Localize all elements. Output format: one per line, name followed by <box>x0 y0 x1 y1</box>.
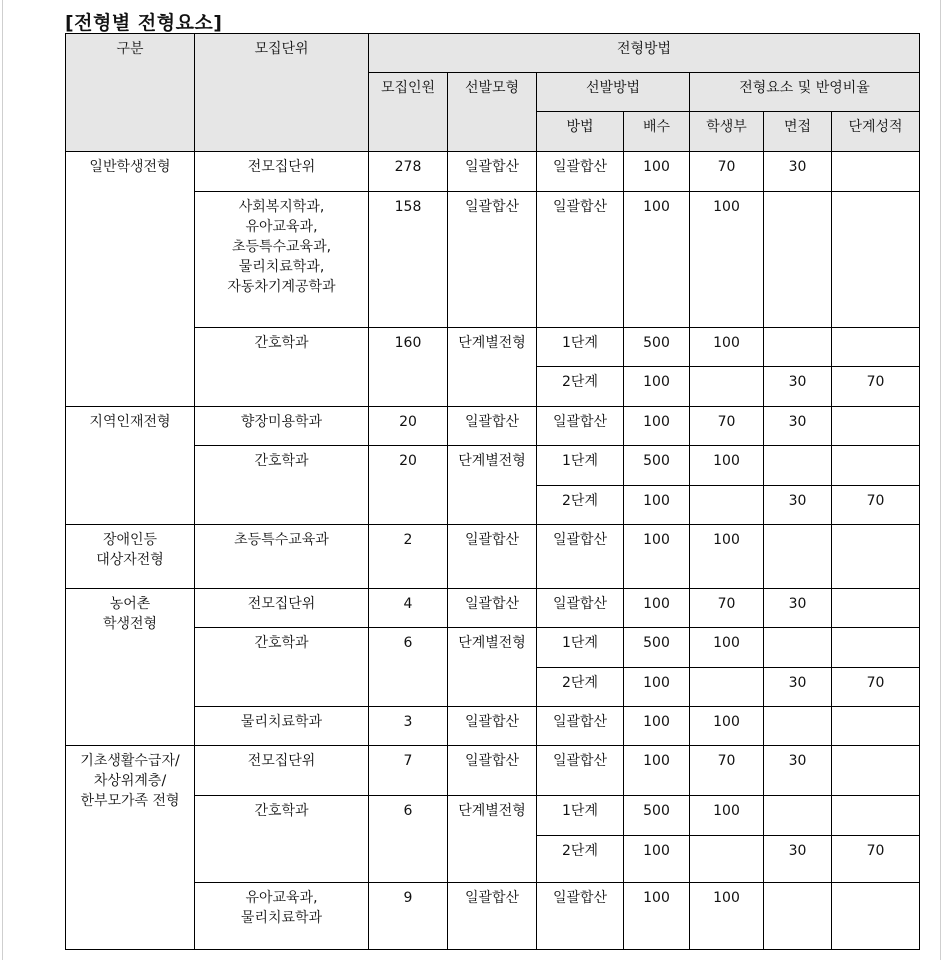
model-cell: 단계별전형 <box>448 628 537 707</box>
table-body <box>66 152 920 950</box>
header-stage-score: 단계성적 <box>832 112 920 152</box>
count-cell: 278 <box>369 152 448 192</box>
category-cell: 일반학생전형 <box>66 152 195 407</box>
header-category: 구분 <box>66 34 195 152</box>
header-method: 방법 <box>537 112 624 152</box>
count-cell: 7 <box>369 746 448 796</box>
header-unit: 모집단위 <box>195 34 369 152</box>
unit-cell: 전모집단위 <box>195 746 369 796</box>
count-cell: 3 <box>369 707 448 746</box>
table-row <box>66 525 920 589</box>
record-cell <box>690 668 764 707</box>
unit-cell: 간호학과 <box>195 628 369 707</box>
method-cell: 2단계 <box>537 668 624 707</box>
model-cell: 일괄합산 <box>448 883 537 950</box>
stage-score-cell <box>832 796 920 836</box>
header-selection: 선발방법 <box>537 73 690 112</box>
interview-cell <box>764 525 832 589</box>
header-interview: 면접 <box>764 112 832 152</box>
table-row <box>66 707 920 746</box>
model-cell: 일괄합산 <box>448 746 537 796</box>
stage-score-cell <box>832 628 920 668</box>
stage-score-cell <box>832 407 920 446</box>
header-method-group: 전형방법 <box>369 34 920 73</box>
record-cell <box>690 486 764 525</box>
record-cell: 100 <box>690 628 764 668</box>
count-cell: 9 <box>369 883 448 950</box>
count-cell: 4 <box>369 589 448 628</box>
record-cell: 100 <box>690 525 764 589</box>
interview-cell: 30 <box>764 367 832 407</box>
category-cell: 장애인등 대상자전형 <box>66 525 195 589</box>
table-row <box>66 446 920 486</box>
method-cell: 일괄합산 <box>537 746 624 796</box>
interview-cell <box>764 192 832 328</box>
table-row <box>66 407 920 446</box>
interview-cell: 30 <box>764 407 832 446</box>
header-model: 선발모형 <box>448 73 537 152</box>
record-cell: 100 <box>690 328 764 367</box>
multiple-cell: 100 <box>624 668 690 707</box>
interview-cell: 30 <box>764 836 832 883</box>
multiple-cell: 100 <box>624 746 690 796</box>
multiple-cell: 500 <box>624 328 690 367</box>
method-cell: 2단계 <box>537 486 624 525</box>
table-row <box>66 192 920 328</box>
record-cell: 70 <box>690 152 764 192</box>
interview-cell <box>764 628 832 668</box>
stage-score-cell <box>832 192 920 328</box>
unit-cell: 사회복지학과, 유아교육과, 초등특수교육과, 물리치료학과, 자동차기계공학과 <box>195 192 369 328</box>
unit-cell: 물리치료학과 <box>195 707 369 746</box>
multiple-cell: 100 <box>624 367 690 407</box>
header-elements: 전형요소 및 반영비율 <box>690 73 920 112</box>
model-cell: 단계별전형 <box>448 446 537 525</box>
header-record: 학생부 <box>690 112 764 152</box>
stage-score-cell <box>832 883 920 950</box>
interview-cell: 30 <box>764 589 832 628</box>
multiple-cell: 100 <box>624 525 690 589</box>
model-cell: 단계별전형 <box>448 796 537 883</box>
model-cell: 일괄합산 <box>448 192 537 328</box>
multiple-cell: 100 <box>624 407 690 446</box>
model-cell: 단계별전형 <box>448 328 537 407</box>
method-cell: 2단계 <box>537 367 624 407</box>
count-cell: 158 <box>369 192 448 328</box>
table-row <box>66 746 920 796</box>
record-cell: 100 <box>690 707 764 746</box>
category-cell: 지역인재전형 <box>66 407 195 525</box>
stage-score-cell <box>832 589 920 628</box>
record-cell: 70 <box>690 589 764 628</box>
interview-cell <box>764 328 832 367</box>
multiple-cell: 500 <box>624 628 690 668</box>
selection-elements-table <box>65 33 920 950</box>
method-cell: 1단계 <box>537 628 624 668</box>
stage-score-cell: 70 <box>832 668 920 707</box>
table-row <box>66 883 920 950</box>
stage-score-cell <box>832 446 920 486</box>
model-cell: 일괄합산 <box>448 407 537 446</box>
count-cell: 2 <box>369 525 448 589</box>
interview-cell: 30 <box>764 668 832 707</box>
method-cell: 일괄합산 <box>537 192 624 328</box>
unit-cell: 유아교육과, 물리치료학과 <box>195 883 369 950</box>
header-count: 모집인원 <box>369 73 448 152</box>
method-cell: 일괄합산 <box>537 883 624 950</box>
unit-cell: 초등특수교육과 <box>195 525 369 589</box>
interview-cell: 30 <box>764 486 832 525</box>
stage-score-cell: 70 <box>832 367 920 407</box>
interview-cell: 30 <box>764 152 832 192</box>
record-cell <box>690 836 764 883</box>
record-cell: 70 <box>690 746 764 796</box>
method-cell: 1단계 <box>537 328 624 367</box>
interview-cell: 30 <box>764 746 832 796</box>
multiple-cell: 100 <box>624 192 690 328</box>
record-cell: 70 <box>690 407 764 446</box>
interview-cell <box>764 796 832 836</box>
model-cell: 일괄합산 <box>448 525 537 589</box>
multiple-cell: 500 <box>624 796 690 836</box>
stage-score-cell <box>832 746 920 796</box>
interview-cell <box>764 707 832 746</box>
method-cell: 1단계 <box>537 446 624 486</box>
count-cell: 160 <box>369 328 448 407</box>
method-cell: 일괄합산 <box>537 152 624 192</box>
multiple-cell: 100 <box>624 707 690 746</box>
method-cell: 일괄합산 <box>537 525 624 589</box>
stage-score-cell: 70 <box>832 836 920 883</box>
table-row <box>66 328 920 367</box>
header-multiple: 배수 <box>624 112 690 152</box>
model-cell: 일괄합산 <box>448 152 537 192</box>
multiple-cell: 100 <box>624 883 690 950</box>
category-cell: 농어촌 학생전형 <box>66 589 195 746</box>
record-cell: 100 <box>690 446 764 486</box>
multiple-cell: 100 <box>624 152 690 192</box>
table-row <box>66 628 920 668</box>
table-row <box>66 152 920 192</box>
stage-score-cell <box>832 152 920 192</box>
unit-cell: 간호학과 <box>195 796 369 883</box>
table-row <box>66 796 920 836</box>
stage-score-cell: 70 <box>832 486 920 525</box>
multiple-cell: 500 <box>624 446 690 486</box>
method-cell: 일괄합산 <box>537 589 624 628</box>
interview-cell <box>764 883 832 950</box>
stage-score-cell <box>832 328 920 367</box>
multiple-cell: 100 <box>624 836 690 883</box>
model-cell: 일괄합산 <box>448 589 537 628</box>
count-cell: 20 <box>369 407 448 446</box>
stage-score-cell <box>832 707 920 746</box>
record-cell: 100 <box>690 883 764 950</box>
section-title: [전형별 전형요소] <box>65 12 223 34</box>
multiple-cell: 100 <box>624 589 690 628</box>
category-cell: 기초생활수급자/ 차상위계층/ 한부모가족 전형 <box>66 746 195 950</box>
unit-cell: 전모집단위 <box>195 589 369 628</box>
count-cell: 20 <box>369 446 448 525</box>
record-cell: 100 <box>690 192 764 328</box>
method-cell: 일괄합산 <box>537 707 624 746</box>
unit-cell: 전모집단위 <box>195 152 369 192</box>
interview-cell <box>764 446 832 486</box>
stage-score-cell <box>832 525 920 589</box>
multiple-cell: 100 <box>624 486 690 525</box>
unit-cell: 간호학과 <box>195 446 369 525</box>
unit-cell: 향장미용학과 <box>195 407 369 446</box>
method-cell: 일괄합산 <box>537 407 624 446</box>
method-cell: 1단계 <box>537 796 624 836</box>
unit-cell: 간호학과 <box>195 328 369 407</box>
count-cell: 6 <box>369 796 448 883</box>
record-cell <box>690 367 764 407</box>
table-header <box>66 34 920 152</box>
table-row <box>66 589 920 628</box>
model-cell: 일괄합산 <box>448 707 537 746</box>
record-cell: 100 <box>690 796 764 836</box>
count-cell: 6 <box>369 628 448 707</box>
method-cell: 2단계 <box>537 836 624 883</box>
